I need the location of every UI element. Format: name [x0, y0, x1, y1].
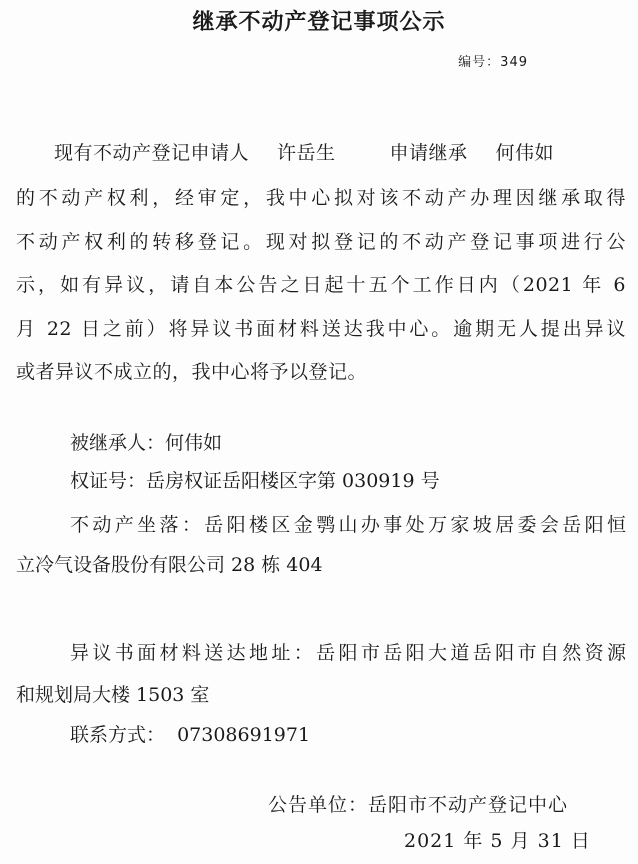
location-field: 不动产坐落：岳阳楼区金鹗山办事处万家坡居委会岳阳恒 [70, 514, 626, 536]
issue-date: 2021 年 5 月 31 日 [404, 830, 591, 852]
location-field-continued: 立冷气设备股份有限公司 28 栋 404 [16, 554, 323, 576]
paragraph-line: 的不动产权利，经审定，我中心拟对该不动产办理因继承取得 [16, 187, 626, 209]
page-title: 继承不动产登记事项公示 [192, 10, 446, 35]
contact-field: 联系方式： 07308691971 [70, 724, 311, 746]
certificate-field: 权证号：岳房权证岳阳楼区字第 030919 号 [70, 470, 440, 492]
objection-address-continued: 和规划局大楼 1503 室 [16, 684, 210, 706]
paragraph-line [54, 133, 626, 173]
applicant-lead-text: 现有不动产登记申请人 [54, 142, 250, 164]
document-number: 编号：349 [458, 55, 528, 70]
decedent-name: 何伟如 [495, 142, 555, 164]
objection-address-field: 异议书面材料送达地址：岳阳市岳阳大道岳阳市自然资源 [70, 642, 626, 664]
paragraph-line: 或者异议不成立的，我中心将予以登记。 [16, 361, 368, 383]
paragraph-line: 不动产权利的转移登记。现对拟登记的不动产登记事项进行公 [16, 231, 626, 253]
paragraph-line: 月 22 日之前）将异议书面材料送达我中心。逾期无人提出异议 [16, 318, 626, 340]
applicant-name: 许岳生 [277, 142, 336, 164]
paragraph-line: 示，如有异议，请自本公告之日起十五个工作日内（2021 年 6 [16, 274, 626, 296]
decedent-field: 被继承人：何伟如 [70, 432, 223, 454]
issuing-unit: 公告单位：岳阳市不动产登记中心 [268, 794, 569, 816]
inherit-text: 申请继承 [389, 142, 468, 164]
